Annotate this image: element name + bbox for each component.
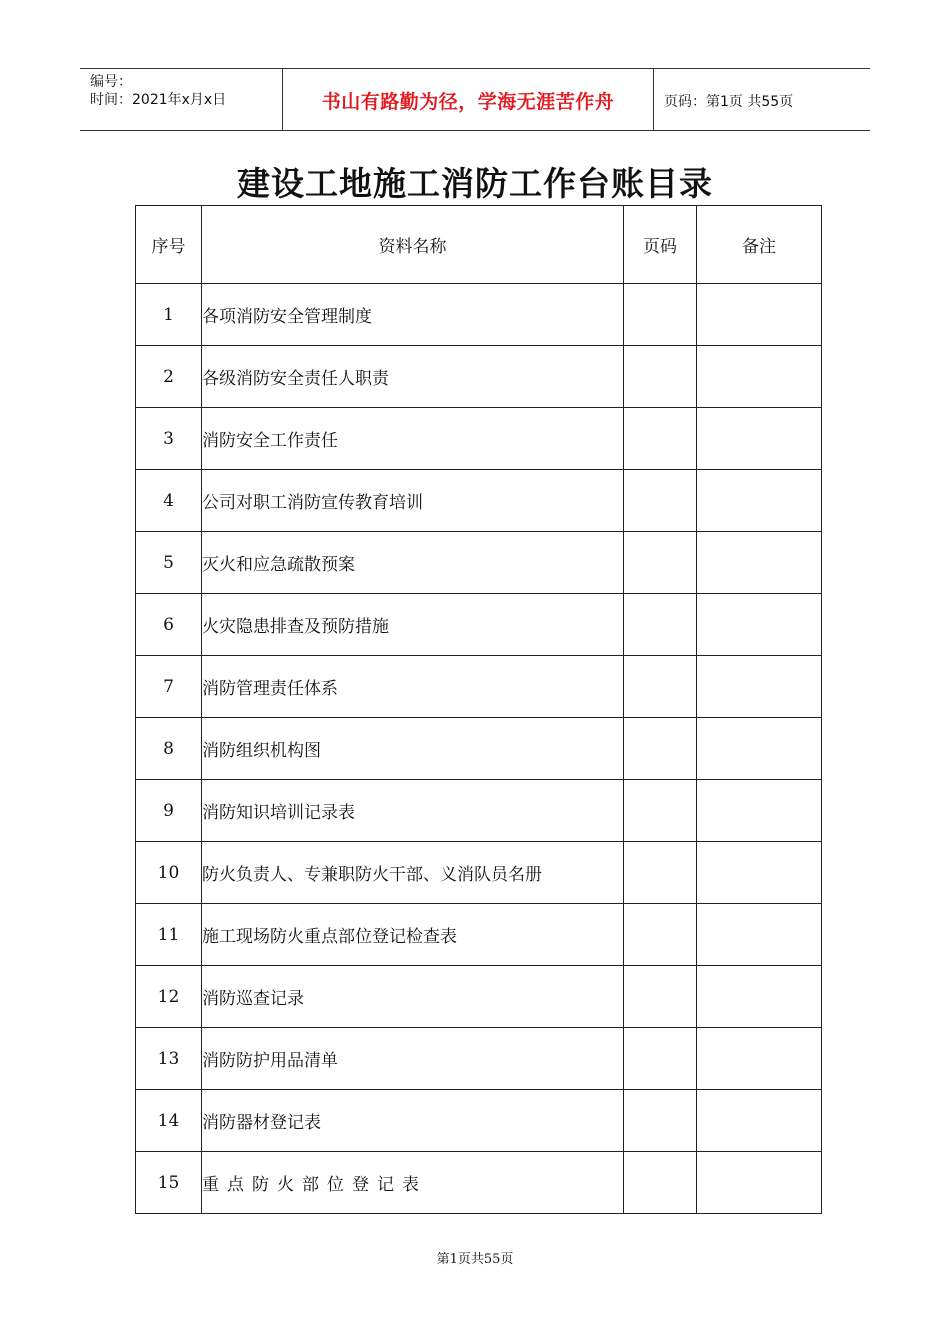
row-number: 13 <box>136 1028 202 1090</box>
row-name: 消防知识培训记录表 <box>202 780 624 842</box>
table-row <box>136 966 822 1028</box>
row-note <box>697 966 822 1028</box>
row-note <box>697 1028 822 1090</box>
table-row <box>136 594 822 656</box>
row-name: 重点防火部位登记表 <box>202 1152 624 1214</box>
document-header <box>80 68 870 131</box>
row-page <box>624 346 697 408</box>
row-number: 7 <box>136 656 202 718</box>
row-note <box>697 408 822 470</box>
table-row <box>136 656 822 718</box>
row-name: 消防管理责任体系 <box>202 656 624 718</box>
row-note <box>697 284 822 346</box>
row-number: 5 <box>136 532 202 594</box>
table-row <box>136 718 822 780</box>
row-page <box>624 1152 697 1214</box>
table-row <box>136 284 822 346</box>
row-note <box>697 904 822 966</box>
row-page <box>624 470 697 532</box>
row-number: 4 <box>136 470 202 532</box>
table-row <box>136 904 822 966</box>
row-number: 10 <box>136 842 202 904</box>
row-page <box>624 842 697 904</box>
table-row <box>136 470 822 532</box>
row-number: 14 <box>136 1090 202 1152</box>
row-number: 15 <box>136 1152 202 1214</box>
row-name: 公司对职工消防宣传教育培训 <box>202 470 624 532</box>
header-motto-cell <box>282 69 654 130</box>
row-page <box>624 780 697 842</box>
table-row <box>136 408 822 470</box>
row-note <box>697 470 822 532</box>
row-page <box>624 656 697 718</box>
row-number: 9 <box>136 780 202 842</box>
row-name: 消防安全工作责任 <box>202 408 624 470</box>
row-name: 各级消防安全责任人职责 <box>202 346 624 408</box>
row-page <box>624 284 697 346</box>
table-row <box>136 1090 822 1152</box>
toc-table <box>135 205 822 1214</box>
page-footer: 第1页共55页 <box>436 1252 514 1267</box>
column-header-number: 序号 <box>136 206 202 284</box>
row-page <box>624 594 697 656</box>
table-row <box>136 842 822 904</box>
row-page <box>624 966 697 1028</box>
table-row <box>136 1028 822 1090</box>
row-page <box>624 1090 697 1152</box>
row-note <box>697 656 822 718</box>
header-page-cell <box>654 69 870 130</box>
header-motto: 书山有路勤为径，学海无涯苦作舟 <box>321 91 615 113</box>
row-note <box>697 1152 822 1214</box>
table-header-row <box>136 206 822 284</box>
row-number: 12 <box>136 966 202 1028</box>
row-name: 消防防护用品清单 <box>202 1028 624 1090</box>
row-number: 11 <box>136 904 202 966</box>
row-note <box>697 842 822 904</box>
page-title: 建设工地施工消防工作台账目录 <box>237 164 713 203</box>
row-name: 消防组织机构图 <box>202 718 624 780</box>
row-page <box>624 718 697 780</box>
document-number-label: 编号： <box>90 74 132 90</box>
row-note <box>697 346 822 408</box>
row-name: 防火负责人、专兼职防火干部、义消队员名册 <box>202 842 624 904</box>
document-time-label: 时间：2021年x月x日 <box>90 92 227 108</box>
table-row <box>136 532 822 594</box>
row-name: 各项消防安全管理制度 <box>202 284 624 346</box>
row-number: 1 <box>136 284 202 346</box>
row-page <box>624 532 697 594</box>
row-name: 消防器材登记表 <box>202 1090 624 1152</box>
column-header-page: 页码 <box>624 206 697 284</box>
row-note <box>697 532 822 594</box>
table-row <box>136 1152 822 1214</box>
header-page-info: 页码：第1页 共55页 <box>664 94 794 110</box>
row-number: 2 <box>136 346 202 408</box>
row-number: 3 <box>136 408 202 470</box>
row-note <box>697 718 822 780</box>
row-page <box>624 1028 697 1090</box>
row-note <box>697 594 822 656</box>
row-page <box>624 408 697 470</box>
header-meta-cell <box>80 69 282 130</box>
column-header-note: 备注 <box>697 206 822 284</box>
row-name: 消防巡查记录 <box>202 966 624 1028</box>
table-row <box>136 780 822 842</box>
row-number: 8 <box>136 718 202 780</box>
row-number: 6 <box>136 594 202 656</box>
table-row <box>136 346 822 408</box>
row-name: 施工现场防火重点部位登记检查表 <box>202 904 624 966</box>
row-note <box>697 780 822 842</box>
row-name: 灭火和应急疏散预案 <box>202 532 624 594</box>
row-name: 火灾隐患排查及预防措施 <box>202 594 624 656</box>
row-page <box>624 904 697 966</box>
column-header-name: 资料名称 <box>202 206 624 284</box>
row-note <box>697 1090 822 1152</box>
